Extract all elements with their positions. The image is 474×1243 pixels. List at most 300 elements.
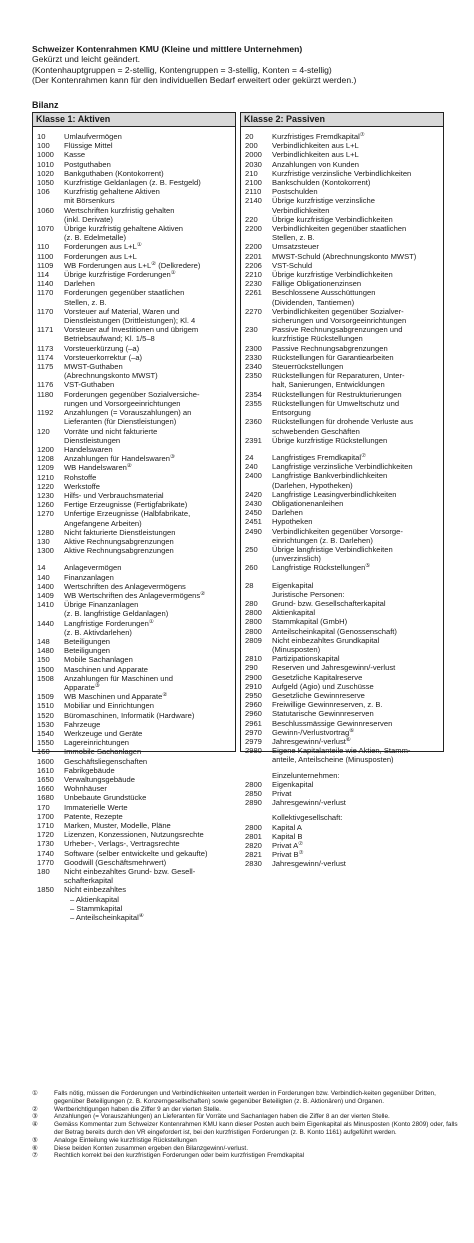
account-label xyxy=(64,454,235,463)
account-label xyxy=(64,150,235,159)
account-code: 2140 xyxy=(245,196,262,206)
assets-account-list xyxy=(33,127,235,922)
account-text: Postguthaben xyxy=(64,159,111,169)
account-code: 260 xyxy=(245,563,258,573)
account-text: Maschinen und Apparate xyxy=(64,664,149,674)
account-code xyxy=(37,519,64,528)
account-row xyxy=(37,895,235,904)
account-label xyxy=(64,380,235,389)
account-code: 1171 xyxy=(37,325,54,335)
account-label xyxy=(64,830,235,839)
account-text: Kurzfristiges Fremdkapital xyxy=(272,132,360,141)
account-label xyxy=(64,288,235,297)
account-label xyxy=(272,617,443,626)
account-code: 2200 xyxy=(245,224,262,234)
footnote-text: Anzahlungen (= Vorauszahlungen) an Lieferanten für Vorräte und Sachanlagen haben die Ziffer 8 an der vierten Stelle. xyxy=(54,1113,390,1121)
account-row xyxy=(245,298,443,307)
account-label xyxy=(64,637,235,646)
account-row xyxy=(37,408,235,417)
account-text: Vorräte und nicht fakturierte xyxy=(64,426,158,436)
account-text: WB Wertschriften des Anlagevermögens xyxy=(64,590,201,600)
account-row xyxy=(245,700,443,709)
account-code: 1650 xyxy=(37,775,54,785)
account-label xyxy=(64,325,235,334)
account-code: 2810 xyxy=(245,654,262,664)
account-label xyxy=(64,528,235,537)
account-code: 2100 xyxy=(245,178,262,188)
account-code: 2000 xyxy=(245,150,262,160)
account-label xyxy=(64,279,235,288)
account-text: kurzfristige Rückstellungen xyxy=(272,334,363,344)
account-code: 1050 xyxy=(37,178,54,188)
account-label xyxy=(64,766,235,775)
account-label xyxy=(272,178,443,187)
account-row xyxy=(245,563,443,572)
account-row xyxy=(245,427,443,436)
account-label xyxy=(64,187,235,196)
account-label xyxy=(272,242,443,251)
account-text: Anzahlungen für Handelswaren xyxy=(64,454,170,464)
footnote-number: ① xyxy=(32,1090,38,1097)
account-label xyxy=(64,482,235,491)
account-label xyxy=(272,719,443,728)
account-code: 2261 xyxy=(245,288,262,298)
account-row xyxy=(245,353,443,362)
account-row xyxy=(37,482,235,491)
account-code xyxy=(245,645,272,654)
account-row xyxy=(37,380,235,389)
account-code: 2821 xyxy=(245,850,262,860)
account-row xyxy=(245,362,443,371)
footnote-text: Gemäss Kommentar zum Schweizer Kontenrahmen KMU kann dieser Posten auch beim Eigenkapital als Minusposten (Konto 2809) oder, falls der Betrag bereits durch den VR eingefordert ist, bei den kurzfristigen Forderungen (z. B. Konto 1161) aufgeführt werden. xyxy=(54,1121,458,1136)
account-row xyxy=(37,729,235,738)
account-row xyxy=(37,646,235,655)
account-code: 2400 xyxy=(245,471,262,481)
account-code: 2030 xyxy=(245,159,262,169)
account-row xyxy=(37,582,235,591)
account-label xyxy=(272,298,443,307)
account-row xyxy=(245,508,443,517)
account-code: 1176 xyxy=(37,380,54,390)
account-text: Rückstellungen für Umweltschutz und xyxy=(272,398,400,408)
account-row xyxy=(245,390,443,399)
account-label xyxy=(272,563,443,572)
account-code: 2960 xyxy=(245,700,262,710)
account-label xyxy=(272,636,443,645)
account-row xyxy=(37,509,235,518)
account-text: Marken, Muster, Modelle, Pläne xyxy=(64,821,171,831)
account-code xyxy=(245,813,272,822)
account-label xyxy=(64,646,235,655)
footnote-marker: ⑦ xyxy=(361,452,366,459)
account-row xyxy=(37,637,235,646)
account-row xyxy=(37,913,235,922)
footnote-text: Diese beiden Konten zusammen ergeben den Bilanzgewinn/-verlust. xyxy=(54,1144,248,1152)
account-label xyxy=(272,645,443,654)
account-label xyxy=(272,399,443,408)
account-label xyxy=(272,700,443,709)
account-text: Kurzfristig gehaltene Aktiven xyxy=(64,187,160,197)
account-label xyxy=(64,683,235,692)
account-text: Privat xyxy=(272,789,292,799)
account-text: (Abrechnungskonto MWST) xyxy=(64,371,158,381)
account-label xyxy=(64,519,235,528)
account-code: 1220 xyxy=(37,481,54,491)
footnote-marker: ③ xyxy=(94,682,100,689)
account-text: Forderungen aus L+L xyxy=(64,251,137,261)
account-text: – Stammkapital xyxy=(70,903,123,913)
account-text: Aktive Rechnungsabgrenzungen xyxy=(64,536,174,546)
account-label xyxy=(272,279,443,288)
account-code: 1850 xyxy=(37,885,54,895)
account-text: Fällige Obligationenzinsen xyxy=(272,279,362,289)
account-row xyxy=(245,645,443,654)
account-text: WB Forderungen aus L+L xyxy=(64,260,152,270)
account-code: 10 xyxy=(37,132,46,141)
account-row xyxy=(37,270,235,279)
account-row xyxy=(245,798,443,807)
account-text: Dienstleistungen xyxy=(64,435,121,445)
account-text: mit Börsenkurs xyxy=(64,196,115,206)
account-row xyxy=(37,674,235,683)
account-row xyxy=(37,904,235,913)
account-row xyxy=(245,490,443,499)
footnote-text: Rechtlich korrekt bei den kurzfristigen Forderungen oder beim kurzfristigen Fremdkapital xyxy=(54,1152,305,1160)
account-row xyxy=(245,160,443,169)
account-row xyxy=(245,517,443,526)
footnote-number: ⑥ xyxy=(32,1144,38,1152)
account-row xyxy=(245,316,443,325)
account-row xyxy=(37,609,235,618)
account-row xyxy=(245,288,443,297)
account-text: Werkzeuge und Geräte xyxy=(64,729,143,738)
liabilities-account-list xyxy=(241,127,443,869)
account-code: 1174 xyxy=(37,352,54,362)
account-label xyxy=(272,554,443,563)
account-label xyxy=(272,288,443,297)
account-text: Immobile Sachanlagen xyxy=(64,747,142,757)
account-code: 2330 xyxy=(245,352,262,362)
account-text: Bankguthaben (Kontokorrent) xyxy=(64,168,164,178)
account-text: Patente, Rezepte xyxy=(64,811,123,821)
account-text: anteile, Anteilscheine (Minusposten) xyxy=(272,755,394,765)
account-text: Verbindlichkeiten gegenüber Vorsorge- xyxy=(272,526,403,536)
assets-column-title: Klasse 1: Aktiven xyxy=(33,113,235,127)
account-text: Gewinn-/Verlustvortrag xyxy=(272,727,350,737)
account-code: 114 xyxy=(37,270,50,280)
account-code: 1070 xyxy=(37,224,54,234)
account-code: 1230 xyxy=(37,490,54,500)
account-code xyxy=(245,481,272,490)
account-label xyxy=(64,169,235,178)
account-row xyxy=(37,546,235,555)
account-text: Entsorgung xyxy=(272,408,311,418)
account-code: 2355 xyxy=(245,398,262,408)
footnote-number: ② xyxy=(32,1105,38,1113)
account-text: Verbindlichkeiten gegenüber staatlichen xyxy=(272,224,407,234)
account-code: 14 xyxy=(37,563,46,573)
account-text: Geschäftsliegenschaften xyxy=(64,756,148,766)
account-label xyxy=(64,849,235,858)
account-text: Kapital A xyxy=(272,822,302,832)
account-code: 1540 xyxy=(37,729,54,738)
account-text: Verbindlichkeiten xyxy=(272,205,330,215)
account-text: Übrige kurzfristige Forderungen xyxy=(64,270,171,280)
account-text: Langfristiges Fremdkapital xyxy=(272,452,362,462)
account-code xyxy=(37,904,64,913)
account-text: Langfristige Forderungen xyxy=(64,618,149,628)
account-text: Nicht einbezahltes Grund- bzw. Gesell- xyxy=(64,867,196,877)
account-row xyxy=(245,780,443,789)
account-text: Flüssige Mittel xyxy=(64,141,113,151)
account-label xyxy=(64,711,235,720)
account-text: (z. B. langfristige Geldanlagen) xyxy=(64,609,169,619)
account-code: 1208 xyxy=(37,454,54,464)
account-row xyxy=(37,325,235,334)
account-code: 1660 xyxy=(37,784,54,794)
account-text: Angefangene Arbeiten) xyxy=(64,518,142,528)
account-row xyxy=(37,344,235,353)
account-label xyxy=(272,169,443,178)
account-row xyxy=(245,462,443,471)
account-code: 2801 xyxy=(245,831,262,841)
account-code: 1400 xyxy=(37,581,54,591)
account-code: 1770 xyxy=(37,857,54,867)
account-label xyxy=(64,132,235,141)
account-text: Goodwill (Geschäftsmehrwert) xyxy=(64,857,167,867)
account-row xyxy=(245,187,443,196)
account-row xyxy=(245,789,443,798)
account-row xyxy=(37,215,235,224)
account-row xyxy=(37,141,235,150)
account-label xyxy=(272,508,443,517)
account-text: Beteiligungen xyxy=(64,636,111,646)
footnote-marker: ⑦ xyxy=(359,132,365,138)
account-label xyxy=(64,674,235,683)
account-row xyxy=(37,537,235,546)
account-code: 160 xyxy=(37,747,50,757)
account-label xyxy=(272,813,443,822)
account-text: Rückstellungen für Garantiearbeiten xyxy=(272,352,394,362)
account-text: Übrige kurzfristige verzinsliche xyxy=(272,196,375,206)
account-label xyxy=(64,252,235,261)
account-row xyxy=(37,849,235,858)
account-code xyxy=(37,609,64,618)
account-code: 170 xyxy=(37,802,50,812)
footnote-marker: ④ xyxy=(138,913,144,920)
account-row xyxy=(245,554,443,563)
account-row xyxy=(37,701,235,710)
account-code: 1520 xyxy=(37,710,54,720)
account-row xyxy=(37,463,235,472)
account-code: 1020 xyxy=(37,168,54,178)
account-text: Übrige Finanzanlagen xyxy=(64,600,139,610)
account-text: Hilfs- und Verbrauchsmaterial xyxy=(64,490,164,500)
account-code: 2900 xyxy=(245,672,262,682)
account-text: Werkstoffe xyxy=(64,481,101,491)
account-row xyxy=(245,617,443,626)
account-text: Finanzanlagen xyxy=(64,572,114,582)
account-text: – Aktienkapital xyxy=(70,894,119,904)
account-text: Langfristige Leasingverbindlichkeiten xyxy=(272,489,397,499)
account-row xyxy=(245,334,443,343)
account-label xyxy=(64,628,235,637)
account-code: 1509 xyxy=(37,692,54,702)
account-row xyxy=(37,839,235,848)
account-code xyxy=(245,334,272,343)
account-row xyxy=(245,150,443,159)
account-text: Unfertige Erzeugnisse (Halbfabrikate, xyxy=(64,509,191,519)
account-code: 1600 xyxy=(37,756,54,766)
account-label xyxy=(64,371,235,380)
account-row xyxy=(37,519,235,528)
account-code: 1720 xyxy=(37,830,54,840)
account-label xyxy=(64,904,235,913)
account-code: 1010 xyxy=(37,159,54,169)
account-label xyxy=(272,590,443,599)
account-label xyxy=(64,573,235,582)
account-code: 2270 xyxy=(245,306,262,316)
footnote-marker: ② xyxy=(162,692,168,699)
footnote-marker: ② xyxy=(200,590,206,597)
account-label xyxy=(272,517,443,526)
account-label xyxy=(272,187,443,196)
account-code: 2800 xyxy=(245,626,262,636)
account-label xyxy=(272,270,443,279)
account-text: Anzahlungen für Maschinen und xyxy=(64,673,173,683)
account-row xyxy=(37,178,235,187)
account-row xyxy=(245,261,443,270)
account-label xyxy=(64,876,235,885)
account-row xyxy=(245,813,443,822)
account-text: Mobiliar und Einrichtungen xyxy=(64,701,154,711)
account-code: 1300 xyxy=(37,546,54,556)
account-label xyxy=(272,427,443,436)
footnote xyxy=(32,1090,462,1106)
account-row xyxy=(37,242,235,251)
account-label xyxy=(64,609,235,618)
account-label xyxy=(272,160,443,169)
account-code: 2800 xyxy=(245,608,262,618)
account-code xyxy=(245,233,272,242)
account-label xyxy=(64,417,235,426)
account-code xyxy=(37,316,64,325)
account-row xyxy=(245,399,443,408)
account-row xyxy=(245,380,443,389)
account-code: 20 xyxy=(245,132,254,141)
account-code: 100 xyxy=(37,141,50,151)
account-row xyxy=(37,628,235,637)
account-code: 2830 xyxy=(245,859,262,869)
account-text: Übrige kurzfristig gehaltene Aktiven xyxy=(64,224,184,234)
account-label xyxy=(64,747,235,756)
account-text: Forderungen aus L+L xyxy=(64,242,137,252)
account-label xyxy=(272,261,443,270)
account-text: MWST-Guthaben xyxy=(64,362,123,372)
account-row xyxy=(245,206,443,215)
account-text: Gesetzliche Gewinnreserve xyxy=(272,690,365,700)
account-row xyxy=(37,491,235,500)
account-text: Büromaschinen, Informatik (Hardware) xyxy=(64,710,195,720)
account-code xyxy=(37,196,64,205)
account-row xyxy=(37,812,235,821)
account-label xyxy=(272,673,443,682)
account-text: Übrige kurzfristige Rückstellungen xyxy=(272,435,388,445)
account-row xyxy=(37,619,235,628)
account-text: Anzahlungen (= Vorauszahlungen) an xyxy=(64,408,192,418)
account-code: 1550 xyxy=(37,738,54,748)
account-code: 2980 xyxy=(245,746,262,756)
account-label xyxy=(272,353,443,362)
liabilities-column xyxy=(240,112,444,869)
account-text: Postschulden xyxy=(272,187,318,197)
account-text: Kurzfristige verzinsliche Verbindlichkeiten xyxy=(272,168,412,178)
account-code: 2340 xyxy=(245,362,262,372)
account-code: 2354 xyxy=(245,389,262,399)
account-text: Aufgeld (Agio) und Zuschüsse xyxy=(272,681,374,691)
account-text: Anzahlungen von Kunden xyxy=(272,159,359,169)
account-label xyxy=(64,408,235,417)
account-code: 24 xyxy=(245,452,254,462)
account-row xyxy=(37,454,235,463)
account-text: – Anteilscheinkapital xyxy=(70,913,139,923)
account-row xyxy=(245,823,443,832)
account-code: 2809 xyxy=(245,635,262,645)
account-label xyxy=(272,581,443,590)
account-label xyxy=(272,823,443,832)
account-label xyxy=(64,427,235,436)
account-text: schwebenden Geschäften xyxy=(272,426,360,436)
account-row xyxy=(245,663,443,672)
account-label xyxy=(64,473,235,482)
account-label xyxy=(64,270,235,279)
account-label xyxy=(272,545,443,554)
account-row xyxy=(245,371,443,380)
account-text: Aktive Rechnungsabgrenzungen xyxy=(64,546,174,556)
account-label xyxy=(64,757,235,766)
footnote-number: ③ xyxy=(32,1113,38,1121)
account-row xyxy=(37,132,235,141)
account-label xyxy=(272,536,443,545)
section-title: Bilanz xyxy=(32,100,59,110)
account-code xyxy=(37,417,64,426)
liabilities-column-title: Klasse 2: Passiven xyxy=(241,113,443,127)
account-label xyxy=(64,196,235,205)
account-code: 2300 xyxy=(245,343,262,353)
account-code: 2420 xyxy=(245,489,262,499)
account-label xyxy=(272,728,443,737)
account-label xyxy=(64,858,235,867)
account-row xyxy=(37,784,235,793)
account-text: Statutarische Gewinnreserven xyxy=(272,709,374,719)
account-label xyxy=(272,471,443,480)
account-label xyxy=(272,224,443,233)
footnotes xyxy=(32,1090,462,1160)
account-text: Urheber-, Verlags-, Vertragsrechte xyxy=(64,839,180,849)
account-row xyxy=(245,408,443,417)
account-row xyxy=(37,362,235,371)
account-text: Hypotheken xyxy=(272,517,313,527)
account-text: Gesetzliche Kapitalreserve xyxy=(272,672,363,682)
footnote-number: ⑤ xyxy=(32,1136,38,1144)
account-label xyxy=(272,252,443,261)
account-label xyxy=(64,178,235,187)
footnote-text: Falls nötig, müssen die Forderungen und Verbindlichkeiten unterteilt werden in Forderungen bzw. Verbindlich-keiten gegenüber Dritten, gegenüber Beteiligungen (z. B. Konzerngesellschaften) sowie gegenüber Beteiligten (z. B. Aktionären) und Organen. xyxy=(54,1090,436,1105)
account-row xyxy=(37,417,235,426)
account-label xyxy=(272,832,443,841)
account-row xyxy=(37,665,235,674)
account-label xyxy=(64,729,235,738)
